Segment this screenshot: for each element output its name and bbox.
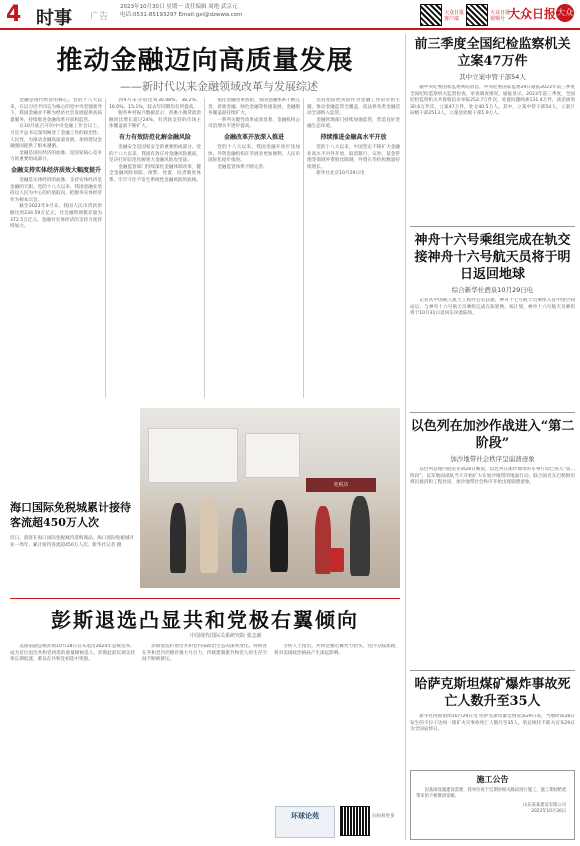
shopper-figure bbox=[170, 503, 186, 573]
notice-issuer: 山东某某建设有限公司 bbox=[523, 803, 566, 809]
ad-label: 广告 bbox=[90, 12, 109, 22]
section-subtitle: 金融改革开放深入推进 bbox=[223, 133, 284, 141]
story-rule bbox=[410, 226, 575, 227]
shopper-figure bbox=[232, 508, 247, 573]
column-divider bbox=[303, 98, 304, 398]
column-divider bbox=[105, 98, 106, 398]
qr-code-icon[interactable] bbox=[420, 4, 442, 26]
story-subhead: 其中立案中管干部54人 bbox=[459, 73, 526, 81]
right-story-4 bbox=[410, 676, 575, 762]
qr-code-icon[interactable] bbox=[466, 4, 488, 26]
article-column-4: 坚持把防控风险作为金融工作的永恒主题，推动金融监管全覆盖，依法将各类金融活动全部纳入监管。 金融管理部门持续加强监管，营造良好金融生态环境。 持续推进金融高水平开放 党的十八大以来，中国坚定不移扩大金融业高水平对外开放，取消银行、证券、基金管理等领域外资股比限制，外资在华机构数量持续增长。 新华社北京10月29日电 bbox=[307, 98, 400, 177]
main-subhead: ——新时代以来金融领域改革与发展综述 bbox=[120, 80, 318, 93]
article2-column-2: 彭斯退选折射出共和党内部政治生态的深刻变化。特朗普在共和党内仍拥有强大号召力，传统建制派共和党人的生存空间不断被挤压。 bbox=[142, 644, 267, 663]
shopper-figure bbox=[315, 506, 331, 574]
section-subtitle: 金融支持实体经济质效大幅度提升 bbox=[10, 166, 101, 174]
story-headline: 神舟十六号乘组完成在轨交接神舟十六号航天员将于明日返回地球 bbox=[414, 233, 571, 282]
shopper-figure bbox=[270, 500, 288, 572]
page-header bbox=[0, 0, 580, 30]
caption-body: 近日，游客在海口国际免税城内选购商品。海口国际免税城开业一周年，累计接待客流超450万人次。新华社记者 摄 bbox=[10, 536, 135, 548]
public-notice bbox=[410, 770, 575, 840]
section-subtitle: 持续推进金融高水平开放 bbox=[320, 133, 387, 141]
story-headline: 哈萨克斯坦煤矿爆炸事故死亡人数升至35人 bbox=[414, 677, 571, 709]
story-subhead: 综合新华社酒泉10月29日电 bbox=[451, 286, 534, 294]
logo-mark-icon: 大众 bbox=[556, 4, 574, 22]
column-badge: 环球论苑 bbox=[275, 806, 335, 838]
main-headline: 推动金融迈向高质量发展 bbox=[56, 46, 354, 76]
article2-column-3: 分析人士指出，共和党极右翼势力抬头，党内分歧加剧，将对美国政治格局产生深远影响。 bbox=[274, 644, 400, 656]
article-column-1: 金融是现代经济的核心。党的十八大以来，在以习近平同志为核心的党中央坚强领导下，我国金融业不断为经济社会发展提供高质量服务，持续推进金融改革开放和监管。 在10月底召开的中央金融工作会议上，习近平总书记深刻阐述了金融工作的政治性、人民性，为推动金融高质量发展、加快建设金融强国提供了根本遵循。 金融是国民经济的血脉，是国家核心竞争力的重要组成部分。 金融支持实体经济质效大幅度提升 金融是实体经济的血脉。支持实体经济是金融的天职。党的十八大以来，我国金融业坚持以人民为中心的价值取向，把服务实体经济作为根本宗旨。 截至2023年9月末，我国人民币贷款余额达到234.59万亿元，社会融资规模存量为372.5万亿元。金融对实体经济的支持力度持续加大。 bbox=[10, 98, 102, 230]
article2-column-1: 美国前副总统彭斯10月28日宣布退出2024年总统选举，成为首位退出共和党初选的重量级候选人。彭斯此前民调支持率长期低迷，难以在共和党初选中突围。 bbox=[10, 644, 135, 663]
store-sign: 免税店 bbox=[306, 478, 376, 492]
section-rule bbox=[10, 598, 400, 599]
page-number: 4 bbox=[6, 2, 22, 27]
story-body: 新华社阿斯塔纳10月29日电 哈萨克斯坦紧急情况部29日说，当地时间28日发生的卡拉干达州一煤矿火灾事故死亡人数升至35人。哈总统托卡耶夫宣布29日为全国哀悼日。 bbox=[410, 714, 575, 733]
shopper-figure bbox=[350, 496, 370, 576]
story-body: 记者从中国载人航天工程办公室获悉，神舟十七号航天员乘组入驻中国空间站后，与神舟十六号航天员乘组完成在轨轮换。按计划，神舟十六号航天员乘组将于10月31日返回东风着陆场。 bbox=[410, 298, 575, 317]
article-column-2: 到9月末分别达到30.48%、38.2%、16.0%、15.1%，较去年同期均有所提高。 服务乡村振兴数据显示，普惠小微贷款余额同比增长超过24%，有贷款支持的市场主体覆盖面不断扩大。 有力有效防范化解金融风险 金融安全是国家安全的重要组成部分。党的十八大以来，我国有效应对金融风险挑战，坚决打好防范化解重大金融风险攻坚战。 金融监管部门持续深化金融体制改革，健全金融风险预防、预警、处置、问责制度体系，牢牢守住不发生系统性金融风险的底线。 bbox=[109, 98, 201, 183]
section-subtitle: 有力有效防范化解金融风险 bbox=[118, 133, 191, 141]
qr-label: 大众日报 视频号 bbox=[490, 10, 511, 22]
notice-title: 施工公告 bbox=[476, 775, 509, 784]
qr-label: 大众日报 客户端 bbox=[444, 10, 465, 22]
photo-caption bbox=[10, 500, 135, 549]
notice-body: 因基础设施建设需要，我单位将于近期对相关路段进行施工，施工期间给您带来的不便敬请谅解。 bbox=[416, 788, 567, 800]
column-divider bbox=[204, 98, 205, 398]
notice-date: 2023年10月30日 bbox=[531, 809, 566, 815]
right-story-3 bbox=[410, 418, 575, 667]
story-headline: 以色列在加沙作战进入“第二阶段” bbox=[410, 419, 575, 451]
right-story-2 bbox=[410, 232, 575, 402]
story-headline: 前三季度全国纪检监察机关立案47万件 bbox=[414, 37, 571, 69]
secondary-headline: 彭斯退选凸显共和党极右翼倾向 bbox=[51, 608, 359, 632]
qr-label: 扫码看更多 bbox=[372, 814, 395, 819]
qr-code-icon[interactable] bbox=[340, 806, 370, 836]
shopper-figure bbox=[200, 498, 218, 573]
caption-title: 海口国际免税城累计接待客流超450万人次 bbox=[10, 501, 131, 529]
section-title: 时事 bbox=[36, 8, 72, 29]
story-rule bbox=[410, 670, 575, 671]
newspaper-logo: 大众日报 bbox=[508, 7, 557, 21]
edit-info: 2023年10月30日 星期一 责任编辑 周艳 武京元 bbox=[120, 4, 238, 10]
byline: 中国现代国际关系研究院 张志新 bbox=[190, 633, 262, 639]
store-shelf bbox=[148, 428, 238, 483]
luggage bbox=[330, 548, 344, 572]
store-shelf bbox=[245, 433, 300, 478]
story-subhead: 加沙地带社会秩序呈崩溃迹象 bbox=[450, 455, 535, 463]
news-photo bbox=[140, 408, 400, 588]
article-column-3: 依托金融改革创新，我国金融体系不断完善，普惠金融、绿色金融等快速发展，金融服务覆盖面持续扩大。 一系列关键性改革成效显著，金融机构公司治理水平逐步提高。 金融改革开放深入推进 党的十八大以来，我国金融开放步伐加快，外资金融机构在华展业更加便利，人民币国际化稳步推进。 金融监管体系不断完善。 bbox=[208, 98, 300, 170]
story-body: 以色列总理内塔尼亚胡28日晚说，以色列在加沙地带的军事行动已进入“第二阶段”，以军地面部队当天开始扩大在加沙地带的地面行动。联合国近东巴勒斯坦难民救济和工程处说，加沙地带社会秩序开始出现崩溃迹象。 bbox=[410, 467, 575, 486]
header-meta bbox=[120, 3, 320, 19]
story-body: 据中央纪委国家监委网站消息，中央纪委国家监委29日通报2023年前三季度全国纪检监察机关监督检查、审查调查情况。通报显示，2023年前三季度，全国纪检监察机关共接收信访举报253.7万件次，处置问题线索131.4万件，谈话函询30.6万件次，立案47万件，处分40.5万人。其中，立案中管干部54人，立案厅局级干部2513人，立案县处级干部1.9万人。 bbox=[410, 85, 575, 117]
story-rule bbox=[410, 412, 575, 413]
right-story-1 bbox=[410, 36, 575, 201]
contact-info: 电话:0531-85193297 Email:gxl@dzwww.com bbox=[120, 12, 243, 18]
column-divider bbox=[405, 34, 406, 840]
